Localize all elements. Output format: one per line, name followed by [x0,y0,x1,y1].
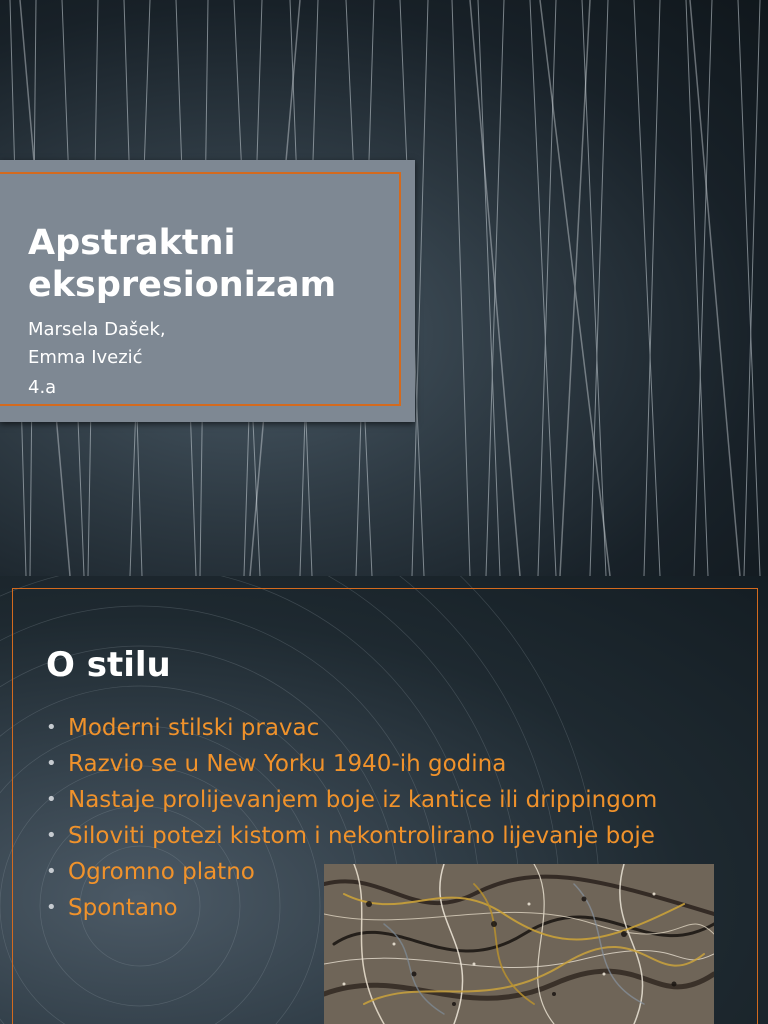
slide-heading: O stilu [46,645,171,685]
drip-painting-image [324,864,714,1024]
list-item-text: Spontano [68,895,178,921]
bullet-icon: • [46,717,57,738]
bullet-icon: • [46,789,57,810]
list-item-text: Siloviti potezi kistom i nekontrolirano lijevanje boje [68,823,655,849]
list-item [46,786,706,814]
list-item [46,714,706,742]
list-item-text: Razvio se u New Yorku 1940-ih godina [68,751,507,777]
list-item [46,750,706,778]
presentation-title: Apstraktni ekspresionizam [28,223,337,305]
author-name-1: Marsela Dašek, [28,319,166,340]
list-item-text: Nastaje prolijevanjem boje iz kantice ili drippingom [68,787,658,813]
list-item-text: Ogromno platno [68,859,255,885]
bullet-icon: • [46,861,57,882]
slide-about-style [0,576,768,1024]
list-item [46,822,706,850]
title-card [0,160,415,422]
class-label: 4.a [28,377,57,398]
bullet-icon: • [46,897,57,918]
bullet-icon: • [46,825,57,846]
list-item-text: Moderni stilski pravac [68,715,320,741]
author-name-2: Emma Ivezić [28,347,143,368]
bullet-icon: • [46,753,57,774]
